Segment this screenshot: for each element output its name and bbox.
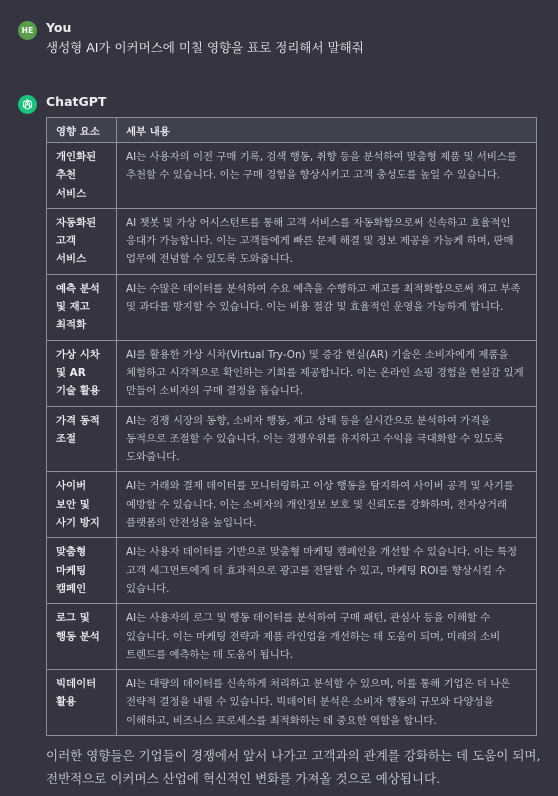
user-message-text: 생성형 AI가 이커머스에 미칠 영향을 표로 정리해서 말해줘 [46, 40, 364, 55]
table-header-factor: 영향 요소 [47, 118, 117, 143]
table-cell-factor: 빅데이터 활용 [47, 670, 117, 736]
table-cell-factor: 자동화된 고객 서비스 [47, 208, 117, 274]
table-cell-detail: AI는 사용자의 이전 구매 기록, 검색 행동, 취향 등을 분석하여 맞춤형 제품 및 서비스를 추천할 수 있습니다. 이는 구매 경험을 향상시키고 고객 충성도를 높일 수 있습니다. [117, 143, 537, 209]
table-cell-factor: 가상 시차 및 AR 기술 활용 [47, 340, 117, 406]
table-row [47, 143, 537, 209]
impact-table-container [46, 117, 536, 736]
table-row [47, 208, 537, 274]
table-cell-detail: AI는 대량의 데이터를 신속하게 처리하고 분석할 수 있으며, 이를 통해 기업은 더 나은 전략적 결정을 내릴 수 있습니다. 빅데이터 분석은 소비자 행동의 규모와 다양성을 이해하고, 비즈니스 프로세스를 최적화하는 데 중요한 역할을 합니다. [117, 670, 537, 736]
table-row [47, 604, 537, 670]
table-cell-detail: AI는 거래와 결제 데이터를 모니터링하고 이상 행동을 탐지하여 사이버 공격 및 사기를 예방할 수 있습니다. 이는 소비자의 개인정보 보호 및 신뢰도를 강화하며, 전자상거래 플랫폼의 안전성을 높입니다. [117, 472, 537, 538]
table-row [47, 340, 537, 406]
user-author-name: You [46, 20, 72, 35]
table-cell-detail: AI 챗봇 및 가상 어시스턴트를 통해 고객 서비스를 자동화함으로써 신속하고 효율적인 응대가 가능합니다. 이는 고객들에게 빠른 문제 해결 및 정보 제공을 가능케 하며, 판매 업무에 전념할 수 있도록 도와줍니다. [117, 208, 537, 274]
assistant-author-name: ChatGPT [46, 94, 107, 109]
table-cell-detail: AI는 수많은 데이터를 분석하여 수요 예측을 수행하고 재고를 최적화함으로써 재고 부족 및 과다를 방지할 수 있습니다. 이는 비용 절감 및 효율적인 운영을 가능하게 합니다. [117, 274, 537, 340]
table-cell-detail: AI는 사용자 데이터를 기반으로 맞춤형 마케팅 캠페인을 개선할 수 있습니다. 이는 특정 고객 세그먼트에게 더 효과적으로 광고를 전달할 수 있고, 마케팅 ROI를 향상시킬 수 있습니다. [117, 538, 537, 604]
table-cell-factor: 사이버 보안 및 사기 방지 [47, 472, 117, 538]
table-cell-factor: 로그 및 행동 분석 [47, 604, 117, 670]
table-cell-detail: AI는 경쟁 시장의 동향, 소비자 행동, 재고 상태 등을 실시간으로 분석하여 가격을 동적으로 조절할 수 있습니다. 이는 경쟁우위를 유지하고 수익을 극대화할 수 있도록 도와줍니다. [117, 406, 537, 472]
table-header-detail: 세부 내용 [117, 118, 537, 143]
table-row [47, 274, 537, 340]
table-cell-detail: AI는 사용자의 로그 및 행동 데이터를 분석하여 구매 패턴, 관심사 등을 이해할 수 있습니다. 이는 마케팅 전략과 제품 라인업을 개선하는 데 도움이 되며, 미래의 소비 트렌드를 예측하는 데 도움이 됩니다. [117, 604, 537, 670]
user-avatar-initials: HE [21, 26, 34, 35]
assistant-conclusion-text: 이러한 영향들은 기업들이 경쟁에서 앞서 나가고 고객과의 관계를 강화하는 데 도움이 되며, 전반적으로 이커머스 산업에 혁신적인 변화를 가져올 것으로 예상됩니다. [46, 748, 541, 786]
table-cell-factor: 개인화된 추천 서비스 [47, 143, 117, 209]
table-cell-factor: 가격 동적 조절 [47, 406, 117, 472]
openai-logo-glyph [21, 98, 34, 111]
table-cell-factor: 맞춤형 마케팅 캠페인 [47, 538, 117, 604]
openai-logo-icon [18, 95, 37, 114]
table-row [47, 406, 537, 472]
table-row [47, 538, 537, 604]
table-cell-detail: AI를 활용한 가상 시차(Virtual Try-On) 및 증강 현실(AR) 기술은 소비자에게 제품을 체험하고 시각적으로 확인하는 기회를 제공합니다. 이는 온라인 쇼핑 경험을 현실감 있게 만들어 소비자의 구매 결정을 돕습니다. [117, 340, 537, 406]
impact-table [46, 117, 537, 736]
user-avatar [18, 21, 37, 40]
table-row [47, 472, 537, 538]
table-row [47, 670, 537, 736]
table-cell-factor: 예측 분석 및 재고 최적화 [47, 274, 117, 340]
table-header-row [47, 118, 537, 143]
